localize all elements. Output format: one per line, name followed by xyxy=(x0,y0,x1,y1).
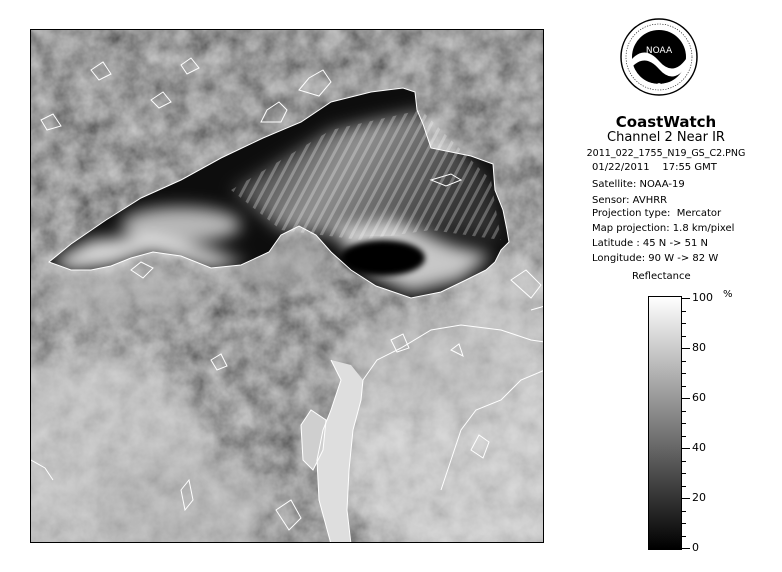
colorbar-unit: % xyxy=(723,289,733,300)
colorbar-tick-label: 20 xyxy=(692,491,706,504)
colorbar-minor-tick xyxy=(682,361,686,362)
logo-text: NOAA xyxy=(645,46,673,56)
colorbar-minor-tick xyxy=(682,411,686,412)
cloud-noise xyxy=(31,30,544,543)
colorbar-minor-tick xyxy=(682,523,686,524)
colorbar-major-tick xyxy=(682,548,690,549)
colorbar-major-tick xyxy=(682,348,690,349)
dark-bay xyxy=(341,240,425,276)
colorbar-major-tick xyxy=(682,448,690,449)
colorbar-major-tick xyxy=(682,298,690,299)
colorbar-minor-tick xyxy=(682,323,686,324)
colorbar-major-tick xyxy=(682,398,690,399)
map-svg xyxy=(31,30,544,543)
projection-type: Projection type: Mercator xyxy=(592,208,722,219)
colorbar-minor-tick xyxy=(682,423,686,424)
noaa-logo xyxy=(619,17,699,97)
colorbar xyxy=(648,296,682,550)
title: CoastWatch xyxy=(615,113,717,131)
colorbar-tick-label: 40 xyxy=(692,441,706,454)
colorbar-major-tick xyxy=(682,498,690,499)
filename: 2011_022_1755_N19_GS_C2.PNG xyxy=(586,148,746,159)
satellite-info: Satellite: NOAA-19 xyxy=(592,179,685,190)
sensor-info: Sensor: AVHRR xyxy=(592,195,668,206)
colorbar-minor-tick xyxy=(682,486,686,487)
map-projection: Map projection: 1.8 km/pixel xyxy=(592,223,735,234)
colorbar-tick-label: 60 xyxy=(692,391,706,404)
colorbar-minor-tick xyxy=(682,473,686,474)
colorbar-tick-label: 100 xyxy=(692,291,713,304)
colorbar-label: Reflectance xyxy=(632,271,691,282)
colorbar-minor-tick xyxy=(682,536,686,537)
colorbar-minor-tick xyxy=(682,311,686,312)
satellite-image xyxy=(30,29,544,543)
latitude-range: Latitude : 45 N -> 51 N xyxy=(592,238,708,249)
colorbar-minor-tick xyxy=(682,386,686,387)
colorbar-minor-tick xyxy=(682,336,686,337)
colorbar-minor-tick xyxy=(682,436,686,437)
colorbar-minor-tick xyxy=(682,511,686,512)
colorbar-minor-tick xyxy=(682,373,686,374)
noaa-logo-icon xyxy=(619,17,699,97)
colorbar-minor-tick xyxy=(682,461,686,462)
colorbar-tick-label: 80 xyxy=(692,341,706,354)
longitude-range: Longitude: 90 W -> 82 W xyxy=(592,253,719,264)
date-time: 01/22/2011 17:55 GMT xyxy=(592,162,717,173)
subtitle: Channel 2 Near IR xyxy=(607,130,725,145)
colorbar-tick-label: 0 xyxy=(692,541,699,554)
